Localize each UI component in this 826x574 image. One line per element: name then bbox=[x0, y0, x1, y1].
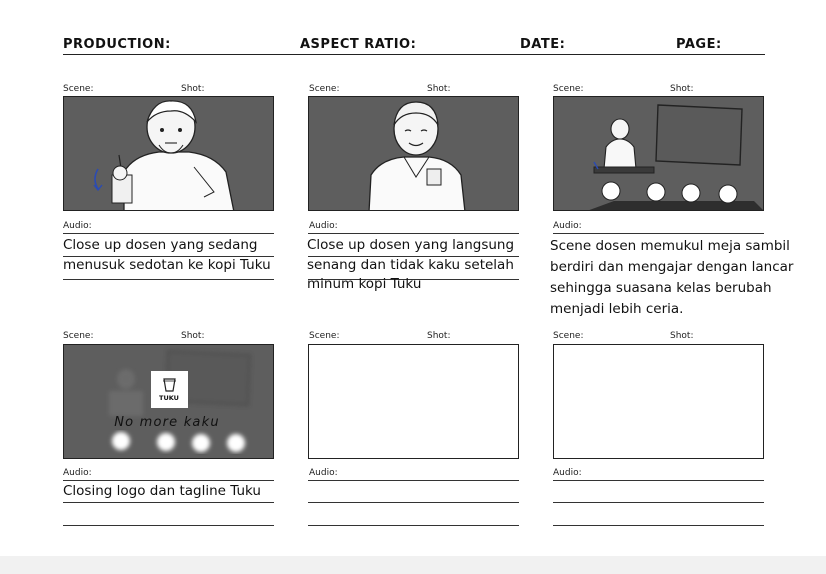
audio-label: Audio: bbox=[553, 221, 582, 231]
audio-rule bbox=[63, 279, 274, 280]
audio-rule bbox=[553, 233, 764, 234]
shot-label: Shot: bbox=[181, 331, 205, 341]
description-line: menusuk sedotan ke kopi Tuku bbox=[63, 256, 271, 273]
description-line: senang dan tidak kaku setelah bbox=[307, 256, 514, 273]
description-line: sehingga suasana kelas berubah bbox=[550, 280, 772, 296]
storyboard-frame-3 bbox=[553, 96, 764, 211]
shot-label: Shot: bbox=[670, 331, 694, 341]
storyboard-frame-6 bbox=[553, 344, 764, 459]
description-line: berdiri dan mengajar dengan lancar bbox=[550, 259, 794, 275]
audio-rule bbox=[308, 480, 519, 481]
shot-label: Shot: bbox=[181, 84, 205, 94]
scene-label: Scene: bbox=[309, 84, 340, 94]
audio-rule bbox=[63, 525, 274, 526]
storyboard-frame-5 bbox=[308, 344, 519, 459]
production-label: PRODUCTION: bbox=[63, 37, 171, 52]
audio-rule bbox=[553, 525, 764, 526]
audio-label: Audio: bbox=[553, 468, 582, 478]
page-bottom-edge bbox=[0, 556, 826, 574]
storyboard-frame-1 bbox=[63, 96, 274, 211]
scene-label: Scene: bbox=[553, 331, 584, 341]
page-label: PAGE: bbox=[676, 37, 722, 52]
lecturer-smiling-sketch bbox=[309, 97, 519, 211]
classroom-sketch bbox=[554, 97, 764, 211]
panel-3-description bbox=[550, 236, 793, 320]
audio-rule bbox=[308, 525, 519, 526]
audio-rule bbox=[63, 502, 274, 503]
description-line: Close up dosen yang langsung bbox=[307, 237, 515, 253]
panel-4-description bbox=[63, 482, 261, 502]
audio-rule bbox=[308, 502, 519, 503]
tuku-closing-sketch bbox=[64, 345, 274, 459]
audio-label: Audio: bbox=[63, 221, 92, 231]
description-line: minum kopi Tuku bbox=[307, 276, 422, 292]
audio-rule bbox=[553, 480, 764, 481]
scene-label: Scene: bbox=[63, 84, 94, 94]
scene-label: Scene: bbox=[553, 84, 584, 94]
scene-label: Scene: bbox=[63, 331, 94, 341]
panel-1-description bbox=[63, 236, 271, 275]
storyboard-frame-4 bbox=[63, 344, 274, 459]
description-line: Scene dosen memukul meja sambil bbox=[550, 238, 790, 254]
audio-rule bbox=[63, 233, 274, 234]
description-line: Closing logo dan tagline Tuku bbox=[63, 483, 261, 499]
description-line: Close up dosen yang sedang bbox=[63, 237, 258, 253]
panel-2-description bbox=[307, 236, 514, 295]
date-label: DATE: bbox=[520, 37, 566, 52]
audio-label: Audio: bbox=[309, 468, 338, 478]
audio-rule bbox=[308, 233, 519, 234]
tagline-text: No more kaku bbox=[114, 415, 220, 430]
storyboard-frame-2 bbox=[308, 96, 519, 211]
shot-label: Shot: bbox=[427, 331, 451, 341]
tuku-logo-text: TUKU bbox=[159, 394, 179, 402]
aspect-ratio-label: ASPECT RATIO: bbox=[300, 37, 417, 52]
shot-label: Shot: bbox=[670, 84, 694, 94]
header-divider bbox=[63, 54, 765, 55]
audio-rule bbox=[63, 480, 274, 481]
shot-label: Shot: bbox=[427, 84, 451, 94]
description-line: menjadi lebih ceria. bbox=[550, 301, 684, 317]
audio-label: Audio: bbox=[309, 221, 338, 231]
lecturer-straw-sketch bbox=[64, 97, 274, 211]
scene-label: Scene: bbox=[309, 331, 340, 341]
audio-label: Audio: bbox=[63, 468, 92, 478]
audio-rule bbox=[553, 502, 764, 503]
